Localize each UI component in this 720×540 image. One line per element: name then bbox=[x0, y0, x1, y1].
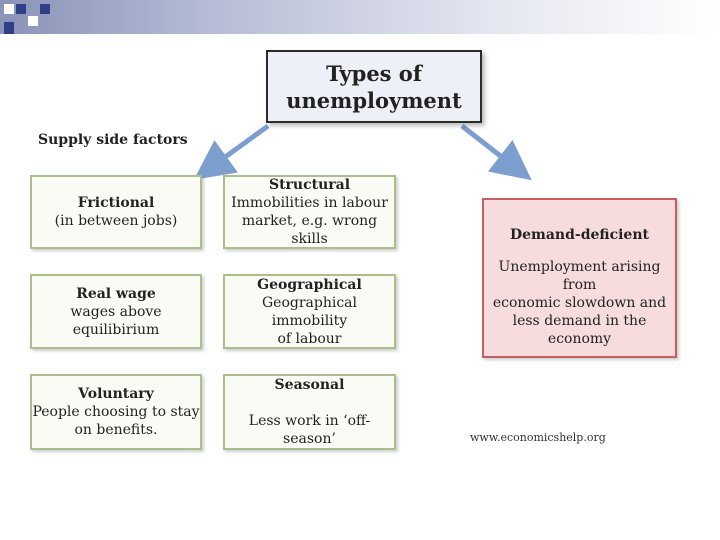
demand-deficient-heading: Demand-deficient bbox=[510, 227, 649, 243]
voluntary-box bbox=[30, 374, 202, 450]
demand-deficient-description: Unemployment arising from economic slowdown and less demand in the economy bbox=[492, 259, 667, 347]
geographical-box bbox=[223, 274, 396, 349]
seasonal-box bbox=[223, 374, 396, 450]
arrow-to-demand-side bbox=[462, 126, 516, 168]
real-wage-heading: Real wage bbox=[76, 285, 156, 302]
seasonal-description: Less work in ‘off-season’ bbox=[248, 413, 371, 447]
diagram-title: Types of unemployment bbox=[286, 60, 462, 113]
frictional-description: (in between jobs) bbox=[54, 213, 178, 229]
voluntary-description: People choosing to stay on benefits. bbox=[32, 404, 200, 438]
frictional-box bbox=[30, 175, 202, 249]
structural-description: Immobilities in labour market, e.g. wrong skills bbox=[231, 195, 388, 247]
geographical-heading: Geographical bbox=[257, 276, 362, 293]
title-box bbox=[266, 50, 482, 123]
structural-heading: Structural bbox=[268, 177, 351, 193]
frictional-heading: Frictional bbox=[77, 195, 155, 211]
real-wage-description: wages above equilibirium bbox=[70, 303, 162, 338]
structural-box bbox=[223, 175, 396, 249]
geographical-description: Geographical immobility of labour bbox=[261, 294, 358, 347]
real-wage-box bbox=[30, 274, 202, 349]
supply-side-label: Supply side factors bbox=[38, 132, 188, 148]
voluntary-heading: Voluntary bbox=[78, 386, 154, 402]
seasonal-heading: Seasonal bbox=[274, 377, 345, 393]
demand-deficient-box bbox=[482, 198, 677, 358]
arrow-to-supply-side bbox=[210, 126, 268, 168]
source-credit: www.economicshelp.org bbox=[470, 431, 606, 444]
